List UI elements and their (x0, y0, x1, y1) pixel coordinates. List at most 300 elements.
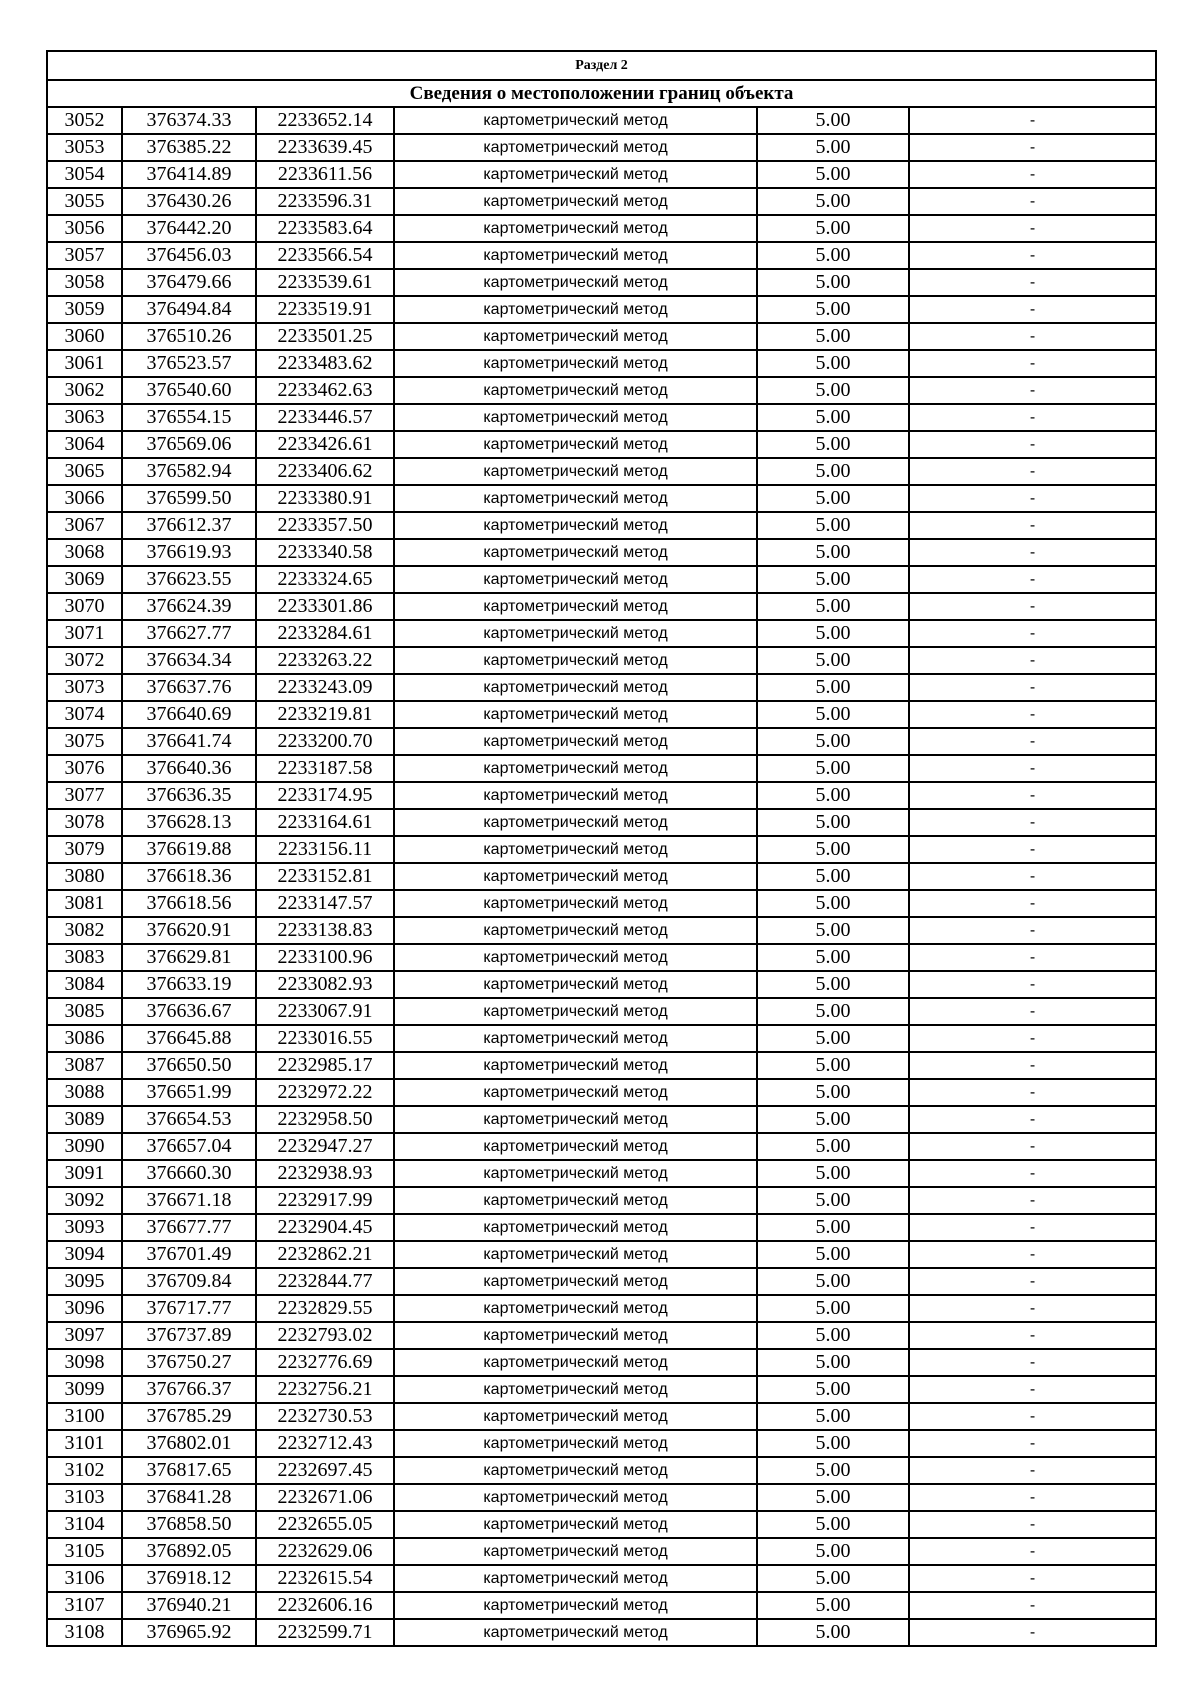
coord-y-cell: 2233596.31 (256, 188, 394, 215)
coord-y-cell: 2232938.93 (256, 1160, 394, 1187)
description-cell: - (909, 917, 1156, 944)
point-number-cell: 3093 (47, 1214, 122, 1241)
method-cell: картометрический метод (394, 1322, 757, 1349)
point-number-cell: 3094 (47, 1241, 122, 1268)
point-number-cell: 3099 (47, 1376, 122, 1403)
point-number-cell: 3106 (47, 1565, 122, 1592)
coord-x-cell: 376817.65 (122, 1457, 256, 1484)
coord-y-cell: 2233519.91 (256, 296, 394, 323)
point-number-cell: 3072 (47, 647, 122, 674)
table-row (47, 1079, 1156, 1106)
accuracy-cell: 5.00 (757, 1403, 909, 1430)
coord-y-cell: 2232844.77 (256, 1268, 394, 1295)
coord-x-cell: 376892.05 (122, 1538, 256, 1565)
accuracy-cell: 5.00 (757, 242, 909, 269)
coord-y-cell: 2233324.65 (256, 566, 394, 593)
coord-x-cell: 376657.04 (122, 1133, 256, 1160)
table-row (47, 1214, 1156, 1241)
coord-y-cell: 2232904.45 (256, 1214, 394, 1241)
point-number-cell: 3062 (47, 377, 122, 404)
accuracy-cell: 5.00 (757, 971, 909, 998)
description-cell: - (909, 161, 1156, 188)
coord-y-cell: 2232697.45 (256, 1457, 394, 1484)
table-row (47, 1187, 1156, 1214)
accuracy-cell: 5.00 (757, 944, 909, 971)
accuracy-cell: 5.00 (757, 188, 909, 215)
point-number-cell: 3078 (47, 809, 122, 836)
point-number-cell: 3053 (47, 134, 122, 161)
method-cell: картометрический метод (394, 755, 757, 782)
description-cell: - (909, 350, 1156, 377)
method-cell: картометрический метод (394, 377, 757, 404)
description-cell: - (909, 1322, 1156, 1349)
accuracy-cell: 5.00 (757, 431, 909, 458)
point-number-cell: 3086 (47, 1025, 122, 1052)
method-cell: картометрический метод (394, 809, 757, 836)
description-cell: - (909, 1511, 1156, 1538)
coord-y-cell: 2233301.86 (256, 593, 394, 620)
method-cell: картометрический метод (394, 107, 757, 134)
section-header-row (47, 51, 1156, 80)
coord-y-cell: 2232756.21 (256, 1376, 394, 1403)
point-number-cell: 3060 (47, 323, 122, 350)
coord-x-cell: 376618.36 (122, 863, 256, 890)
coord-y-cell: 2232730.53 (256, 1403, 394, 1430)
coord-x-cell: 376624.39 (122, 593, 256, 620)
table-row (47, 215, 1156, 242)
coord-y-cell: 2233219.81 (256, 701, 394, 728)
point-number-cell: 3084 (47, 971, 122, 998)
coord-y-cell: 2233340.58 (256, 539, 394, 566)
coord-y-cell: 2233016.55 (256, 1025, 394, 1052)
coord-x-cell: 376965.92 (122, 1619, 256, 1646)
table-row (47, 809, 1156, 836)
table-row (47, 890, 1156, 917)
description-cell: - (909, 1538, 1156, 1565)
coord-y-cell: 2233243.09 (256, 674, 394, 701)
method-cell: картометрический метод (394, 728, 757, 755)
accuracy-cell: 5.00 (757, 1322, 909, 1349)
method-cell: картометрический метод (394, 242, 757, 269)
description-cell: - (909, 458, 1156, 485)
point-number-cell: 3061 (47, 350, 122, 377)
method-cell: картометрический метод (394, 1457, 757, 1484)
point-number-cell: 3091 (47, 1160, 122, 1187)
description-cell: - (909, 1430, 1156, 1457)
accuracy-cell: 5.00 (757, 1484, 909, 1511)
table-row (47, 1403, 1156, 1430)
point-number-cell: 3079 (47, 836, 122, 863)
coord-x-cell: 376599.50 (122, 485, 256, 512)
coord-y-cell: 2233406.62 (256, 458, 394, 485)
table-row (47, 1295, 1156, 1322)
coord-x-cell: 376510.26 (122, 323, 256, 350)
description-cell: - (909, 782, 1156, 809)
description-cell: - (909, 944, 1156, 971)
method-cell: картометрический метод (394, 539, 757, 566)
method-cell: картометрический метод (394, 1268, 757, 1295)
table-row (47, 620, 1156, 647)
method-cell: картометрический метод (394, 215, 757, 242)
coord-x-cell: 376918.12 (122, 1565, 256, 1592)
method-cell: картометрический метод (394, 566, 757, 593)
accuracy-cell: 5.00 (757, 107, 909, 134)
coord-y-cell: 2232671.06 (256, 1484, 394, 1511)
table-row (47, 836, 1156, 863)
description-cell: - (909, 755, 1156, 782)
method-cell: картометрический метод (394, 701, 757, 728)
accuracy-cell: 5.00 (757, 1187, 909, 1214)
point-number-cell: 3059 (47, 296, 122, 323)
accuracy-cell: 5.00 (757, 566, 909, 593)
accuracy-cell: 5.00 (757, 674, 909, 701)
coord-y-cell: 2232776.69 (256, 1349, 394, 1376)
point-number-cell: 3055 (47, 188, 122, 215)
accuracy-cell: 5.00 (757, 620, 909, 647)
table-title: Сведения о местоположении границ объекта (47, 80, 1156, 107)
description-cell: - (909, 620, 1156, 647)
point-number-cell: 3058 (47, 269, 122, 296)
section-title: Раздел 2 (47, 51, 1156, 80)
method-cell: картометрический метод (394, 593, 757, 620)
coord-x-cell: 376619.93 (122, 539, 256, 566)
accuracy-cell: 5.00 (757, 350, 909, 377)
table-row (47, 755, 1156, 782)
method-cell: картометрический метод (394, 269, 757, 296)
accuracy-cell: 5.00 (757, 215, 909, 242)
coord-y-cell: 2232793.02 (256, 1322, 394, 1349)
method-cell: картометрический метод (394, 485, 757, 512)
method-cell: картометрический метод (394, 1214, 757, 1241)
method-cell: картометрический метод (394, 134, 757, 161)
description-cell: - (909, 1565, 1156, 1592)
table-row (47, 404, 1156, 431)
coord-x-cell: 376650.50 (122, 1052, 256, 1079)
coord-x-cell: 376540.60 (122, 377, 256, 404)
point-number-cell: 3064 (47, 431, 122, 458)
table-row (47, 1160, 1156, 1187)
table-row (47, 296, 1156, 323)
coord-y-cell: 2233611.56 (256, 161, 394, 188)
coord-x-cell: 376785.29 (122, 1403, 256, 1430)
coord-y-cell: 2233082.93 (256, 971, 394, 998)
coord-y-cell: 2232985.17 (256, 1052, 394, 1079)
coord-x-cell: 376374.33 (122, 107, 256, 134)
coord-x-cell: 376582.94 (122, 458, 256, 485)
coord-x-cell: 376523.57 (122, 350, 256, 377)
point-number-cell: 3108 (47, 1619, 122, 1646)
coord-y-cell: 2233284.61 (256, 620, 394, 647)
coord-x-cell: 376612.37 (122, 512, 256, 539)
coord-x-cell: 376554.15 (122, 404, 256, 431)
description-cell: - (909, 998, 1156, 1025)
point-number-cell: 3087 (47, 1052, 122, 1079)
point-number-cell: 3104 (47, 1511, 122, 1538)
method-cell: картометрический метод (394, 1295, 757, 1322)
coord-x-cell: 376636.35 (122, 782, 256, 809)
coord-y-cell: 2233263.22 (256, 647, 394, 674)
table-row (47, 350, 1156, 377)
table-row (47, 512, 1156, 539)
method-cell: картометрический метод (394, 1079, 757, 1106)
coord-x-cell: 376494.84 (122, 296, 256, 323)
description-cell: - (909, 1106, 1156, 1133)
table-row (47, 1457, 1156, 1484)
coord-y-cell: 2232917.99 (256, 1187, 394, 1214)
coord-x-cell: 376841.28 (122, 1484, 256, 1511)
point-number-cell: 3082 (47, 917, 122, 944)
coord-x-cell: 376766.37 (122, 1376, 256, 1403)
method-cell: картометрический метод (394, 998, 757, 1025)
coord-x-cell: 376651.99 (122, 1079, 256, 1106)
point-number-cell: 3056 (47, 215, 122, 242)
description-cell: - (909, 1349, 1156, 1376)
table-row (47, 161, 1156, 188)
method-cell: картометрический метод (394, 1484, 757, 1511)
table-row (47, 971, 1156, 998)
accuracy-cell: 5.00 (757, 458, 909, 485)
coord-x-cell: 376737.89 (122, 1322, 256, 1349)
coord-y-cell: 2233566.54 (256, 242, 394, 269)
method-cell: картометрический метод (394, 1106, 757, 1133)
method-cell: картометрический метод (394, 431, 757, 458)
coord-x-cell: 376414.89 (122, 161, 256, 188)
description-cell: - (909, 431, 1156, 458)
description-cell: - (909, 701, 1156, 728)
accuracy-cell: 5.00 (757, 485, 909, 512)
method-cell: картометрический метод (394, 890, 757, 917)
description-cell: - (909, 674, 1156, 701)
description-cell: - (909, 728, 1156, 755)
method-cell: картометрический метод (394, 512, 757, 539)
accuracy-cell: 5.00 (757, 161, 909, 188)
point-number-cell: 3100 (47, 1403, 122, 1430)
table-row (47, 1025, 1156, 1052)
table-row (47, 1484, 1156, 1511)
method-cell: картометрический метод (394, 1511, 757, 1538)
coord-y-cell: 2232947.27 (256, 1133, 394, 1160)
method-cell: картометрический метод (394, 1565, 757, 1592)
coord-y-cell: 2232615.54 (256, 1565, 394, 1592)
table-row (47, 1106, 1156, 1133)
accuracy-cell: 5.00 (757, 1565, 909, 1592)
table-row (47, 863, 1156, 890)
accuracy-cell: 5.00 (757, 1241, 909, 1268)
table-row (47, 728, 1156, 755)
method-cell: картометрический метод (394, 782, 757, 809)
description-cell: - (909, 1295, 1156, 1322)
accuracy-cell: 5.00 (757, 512, 909, 539)
coord-x-cell: 376442.20 (122, 215, 256, 242)
table-row (47, 1430, 1156, 1457)
method-cell: картометрический метод (394, 1403, 757, 1430)
coord-x-cell: 376618.56 (122, 890, 256, 917)
coord-y-cell: 2233156.11 (256, 836, 394, 863)
method-cell: картометрический метод (394, 1241, 757, 1268)
coord-x-cell: 376709.84 (122, 1268, 256, 1295)
coord-y-cell: 2233380.91 (256, 485, 394, 512)
description-cell: - (909, 1268, 1156, 1295)
coord-y-cell: 2233583.64 (256, 215, 394, 242)
coord-x-cell: 376629.81 (122, 944, 256, 971)
table-row (47, 431, 1156, 458)
coord-y-cell: 2232972.22 (256, 1079, 394, 1106)
coord-y-cell: 2233652.14 (256, 107, 394, 134)
coord-y-cell: 2233200.70 (256, 728, 394, 755)
description-cell: - (909, 1403, 1156, 1430)
point-number-cell: 3097 (47, 1322, 122, 1349)
table-row (47, 998, 1156, 1025)
description-cell: - (909, 1484, 1156, 1511)
boundary-table-body (47, 51, 1156, 1646)
table-row (47, 1592, 1156, 1619)
accuracy-cell: 5.00 (757, 296, 909, 323)
coord-y-cell: 2233174.95 (256, 782, 394, 809)
accuracy-cell: 5.00 (757, 1160, 909, 1187)
method-cell: картометрический метод (394, 674, 757, 701)
method-cell: картометрический метод (394, 323, 757, 350)
method-cell: картометрический метод (394, 1133, 757, 1160)
table-row (47, 1268, 1156, 1295)
description-cell: - (909, 566, 1156, 593)
coord-x-cell: 376717.77 (122, 1295, 256, 1322)
point-number-cell: 3103 (47, 1484, 122, 1511)
document-page (46, 50, 1155, 1647)
table-row (47, 323, 1156, 350)
description-cell: - (909, 1241, 1156, 1268)
description-cell: - (909, 242, 1156, 269)
accuracy-cell: 5.00 (757, 998, 909, 1025)
accuracy-cell: 5.00 (757, 1376, 909, 1403)
coord-x-cell: 376940.21 (122, 1592, 256, 1619)
point-number-cell: 3075 (47, 728, 122, 755)
method-cell: картометрический метод (394, 1430, 757, 1457)
description-cell: - (909, 836, 1156, 863)
coord-y-cell: 2233067.91 (256, 998, 394, 1025)
accuracy-cell: 5.00 (757, 1430, 909, 1457)
accuracy-cell: 5.00 (757, 1079, 909, 1106)
point-number-cell: 3068 (47, 539, 122, 566)
coord-x-cell: 376385.22 (122, 134, 256, 161)
table-row (47, 1538, 1156, 1565)
coord-x-cell: 376802.01 (122, 1430, 256, 1457)
accuracy-cell: 5.00 (757, 728, 909, 755)
coord-y-cell: 2233462.63 (256, 377, 394, 404)
description-cell: - (909, 1133, 1156, 1160)
accuracy-cell: 5.00 (757, 701, 909, 728)
accuracy-cell: 5.00 (757, 755, 909, 782)
coord-x-cell: 376654.53 (122, 1106, 256, 1133)
coord-y-cell: 2232655.05 (256, 1511, 394, 1538)
coord-x-cell: 376623.55 (122, 566, 256, 593)
table-row (47, 242, 1156, 269)
table-row (47, 1133, 1156, 1160)
coord-x-cell: 376677.77 (122, 1214, 256, 1241)
accuracy-cell: 5.00 (757, 404, 909, 431)
method-cell: картометрический метод (394, 458, 757, 485)
coord-x-cell: 376628.13 (122, 809, 256, 836)
point-number-cell: 3090 (47, 1133, 122, 1160)
method-cell: картометрический метод (394, 620, 757, 647)
point-number-cell: 3107 (47, 1592, 122, 1619)
coord-y-cell: 2233152.81 (256, 863, 394, 890)
description-cell: - (909, 1376, 1156, 1403)
coord-y-cell: 2233539.61 (256, 269, 394, 296)
description-cell: - (909, 1187, 1156, 1214)
description-cell: - (909, 1214, 1156, 1241)
description-cell: - (909, 134, 1156, 161)
point-number-cell: 3089 (47, 1106, 122, 1133)
description-cell: - (909, 485, 1156, 512)
coord-y-cell: 2233164.61 (256, 809, 394, 836)
coord-y-cell: 2232829.55 (256, 1295, 394, 1322)
method-cell: картометрический метод (394, 161, 757, 188)
table-row (47, 1322, 1156, 1349)
method-cell: картометрический метод (394, 1187, 757, 1214)
coord-x-cell: 376633.19 (122, 971, 256, 998)
point-number-cell: 3101 (47, 1430, 122, 1457)
accuracy-cell: 5.00 (757, 1457, 909, 1484)
table-row (47, 107, 1156, 134)
description-cell: - (909, 107, 1156, 134)
accuracy-cell: 5.00 (757, 1511, 909, 1538)
method-cell: картометрический метод (394, 1025, 757, 1052)
method-cell: картометрический метод (394, 971, 757, 998)
table-row (47, 539, 1156, 566)
point-number-cell: 3083 (47, 944, 122, 971)
method-cell: картометрический метод (394, 1592, 757, 1619)
coord-y-cell: 2233639.45 (256, 134, 394, 161)
method-cell: картометрический метод (394, 350, 757, 377)
point-number-cell: 3063 (47, 404, 122, 431)
accuracy-cell: 5.00 (757, 890, 909, 917)
coord-x-cell: 376671.18 (122, 1187, 256, 1214)
coord-x-cell: 376627.77 (122, 620, 256, 647)
accuracy-cell: 5.00 (757, 647, 909, 674)
table-row (47, 782, 1156, 809)
accuracy-cell: 5.00 (757, 1133, 909, 1160)
table-row (47, 188, 1156, 215)
table-row (47, 377, 1156, 404)
coord-x-cell: 376645.88 (122, 1025, 256, 1052)
coord-x-cell: 376858.50 (122, 1511, 256, 1538)
accuracy-cell: 5.00 (757, 269, 909, 296)
method-cell: картометрический метод (394, 1160, 757, 1187)
coord-x-cell: 376641.74 (122, 728, 256, 755)
table-row (47, 1241, 1156, 1268)
method-cell: картометрический метод (394, 917, 757, 944)
description-cell: - (909, 971, 1156, 998)
point-number-cell: 3085 (47, 998, 122, 1025)
coord-y-cell: 2233426.61 (256, 431, 394, 458)
accuracy-cell: 5.00 (757, 377, 909, 404)
accuracy-cell: 5.00 (757, 539, 909, 566)
point-number-cell: 3081 (47, 890, 122, 917)
coord-y-cell: 2232629.06 (256, 1538, 394, 1565)
table-row (47, 593, 1156, 620)
point-number-cell: 3076 (47, 755, 122, 782)
method-cell: картометрический метод (394, 1052, 757, 1079)
coord-x-cell: 376620.91 (122, 917, 256, 944)
coord-x-cell: 376640.69 (122, 701, 256, 728)
table-row (47, 647, 1156, 674)
description-cell: - (909, 512, 1156, 539)
description-cell: - (909, 1592, 1156, 1619)
point-number-cell: 3102 (47, 1457, 122, 1484)
coord-y-cell: 2233147.57 (256, 890, 394, 917)
accuracy-cell: 5.00 (757, 809, 909, 836)
accuracy-cell: 5.00 (757, 1349, 909, 1376)
